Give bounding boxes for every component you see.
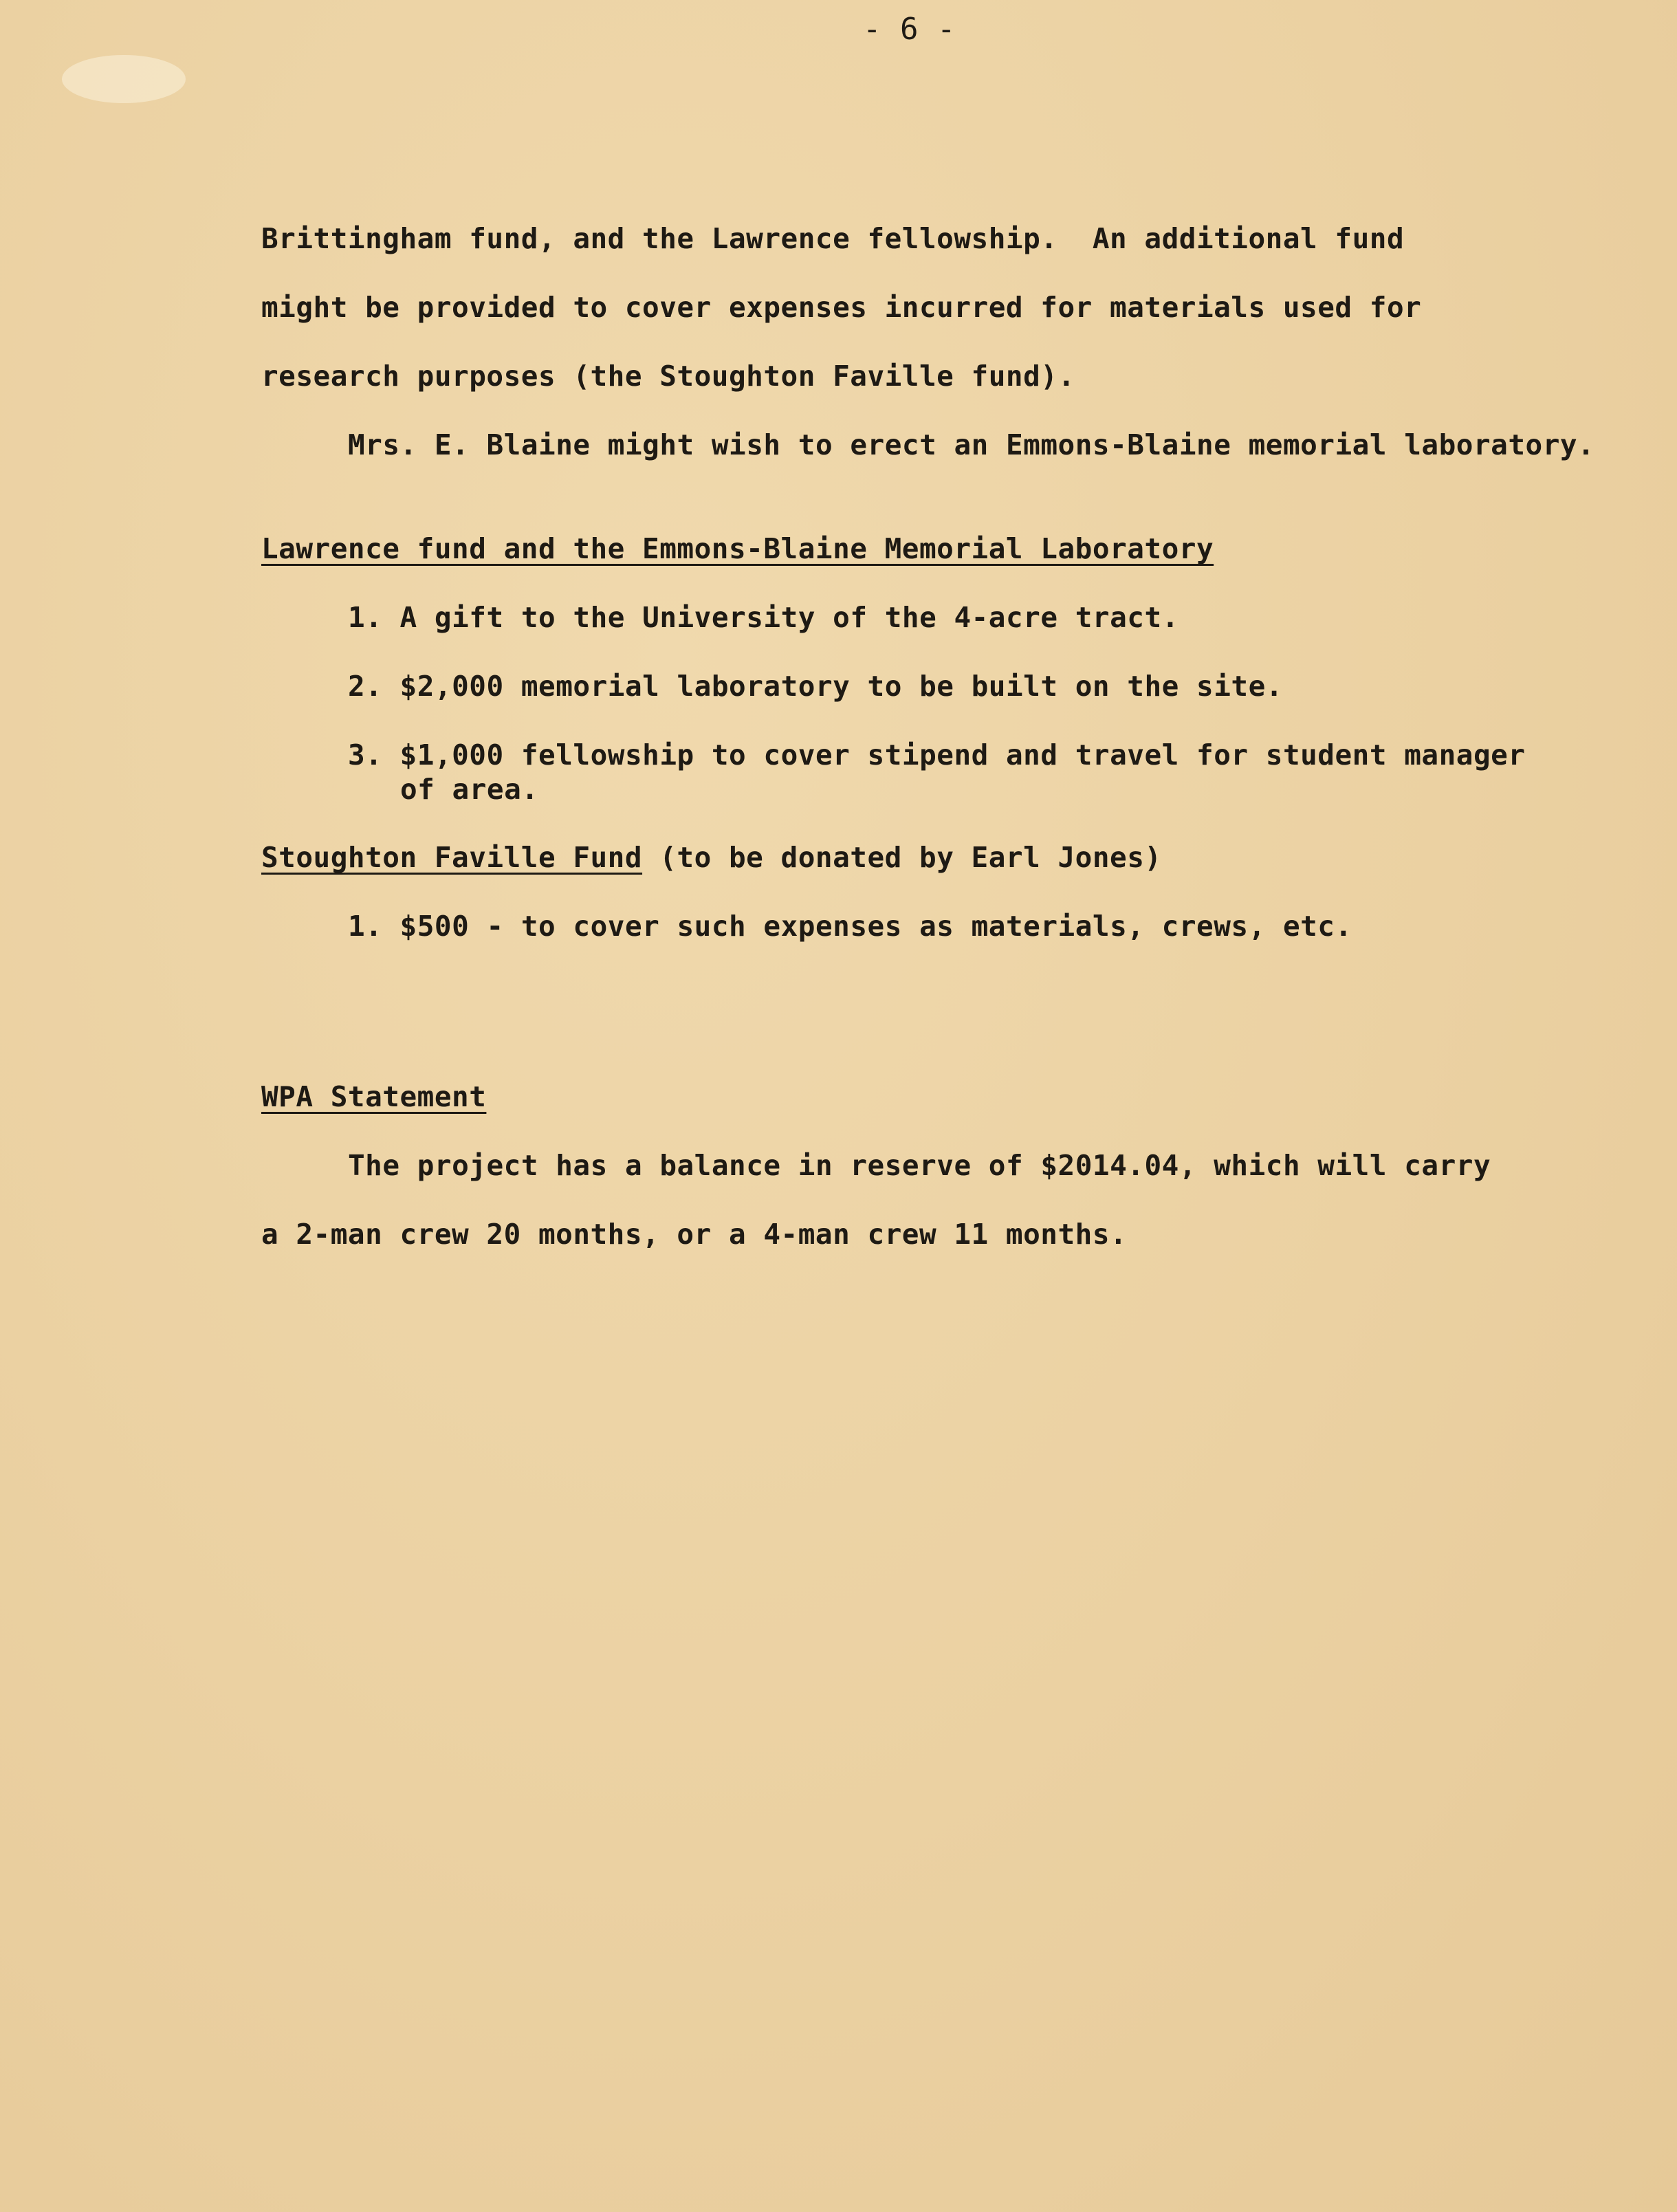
lawrence-item-3-continued: of area.: [400, 773, 539, 806]
lawrence-item-3: 3. $1,000 fellowship to cover stipend and travel for student manager: [348, 738, 1526, 771]
stoughton-item-1: 1. $500 - to cover such expenses as materials, crews, etc.: [348, 910, 1352, 943]
lawrence-item-2: 2. $2,000 memorial laboratory to be built on the site.: [348, 670, 1283, 703]
blaine-paragraph: Mrs. E. Blaine might wish to erect an Emmons-Blaine memorial laboratory.: [348, 428, 1595, 461]
lawrence-heading: Lawrence fund and the Emmons-Blaine Memorial Laboratory: [261, 532, 1214, 565]
wpa-heading: WPA Statement: [261, 1080, 487, 1113]
stoughton-heading-note: (to be donated by Earl Jones): [642, 841, 1162, 874]
paper-smudge: [62, 55, 186, 103]
wpa-line-2: a 2-man crew 20 months, or a 4-man crew 11 months.: [261, 1218, 1128, 1251]
page-number: - 6 -: [863, 12, 956, 47]
lawrence-item-1: 1. A gift to the University of the 4-acre tract.: [348, 601, 1179, 634]
stoughton-heading: Stoughton Faville Fund: [261, 841, 643, 874]
intro-line-2: might be provided to cover expenses incurred for materials used for: [261, 291, 1422, 324]
intro-line-1: Brittingham fund, and the Lawrence fellowship. An additional fund: [261, 222, 1405, 255]
intro-line-3: research purposes (the Stoughton Faville fund).: [261, 360, 1075, 393]
wpa-line-1: The project has a balance in reserve of $2014.04, which will carry: [348, 1149, 1491, 1182]
stoughton-heading-line: [261, 840, 1162, 875]
